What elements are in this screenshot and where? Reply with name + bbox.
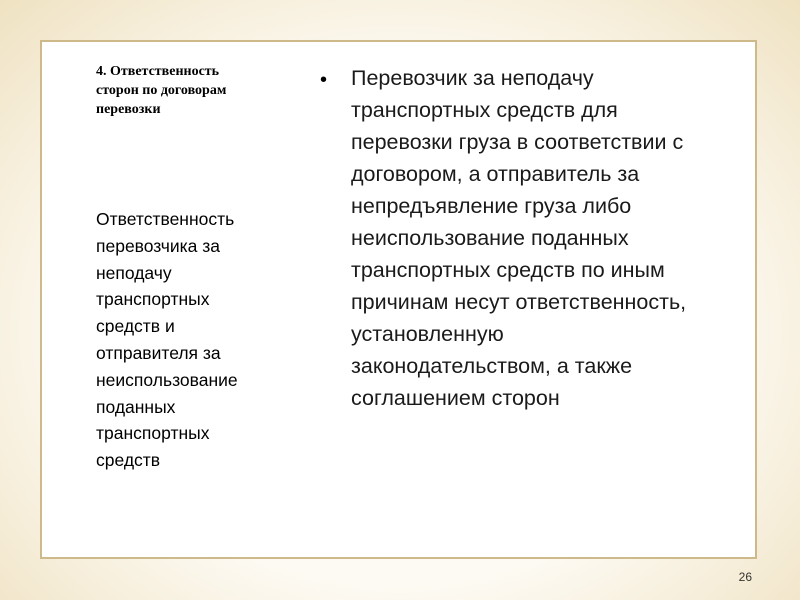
bullet-text: Перевозчик за неподачу транспортных средств для перевозки груза в соответствии с договором, а отправитель за непредъявление груза либо неиспользование поданных транспортных средств по иным причинам несут ответственность, установленную законодательством, а также соглашением сторон [351,66,687,410]
left-panel [87,50,292,549]
section-title: 4. Ответственность сторон по договорам перевозки [96,64,227,117]
page-number: 26 [738,570,752,584]
section-subtitle: Ответственность перевозчика за неподачу транспортных средств и отправителя за неиспользование поданных транспортных средств [96,209,238,471]
bullet-icon: • [320,69,328,91]
